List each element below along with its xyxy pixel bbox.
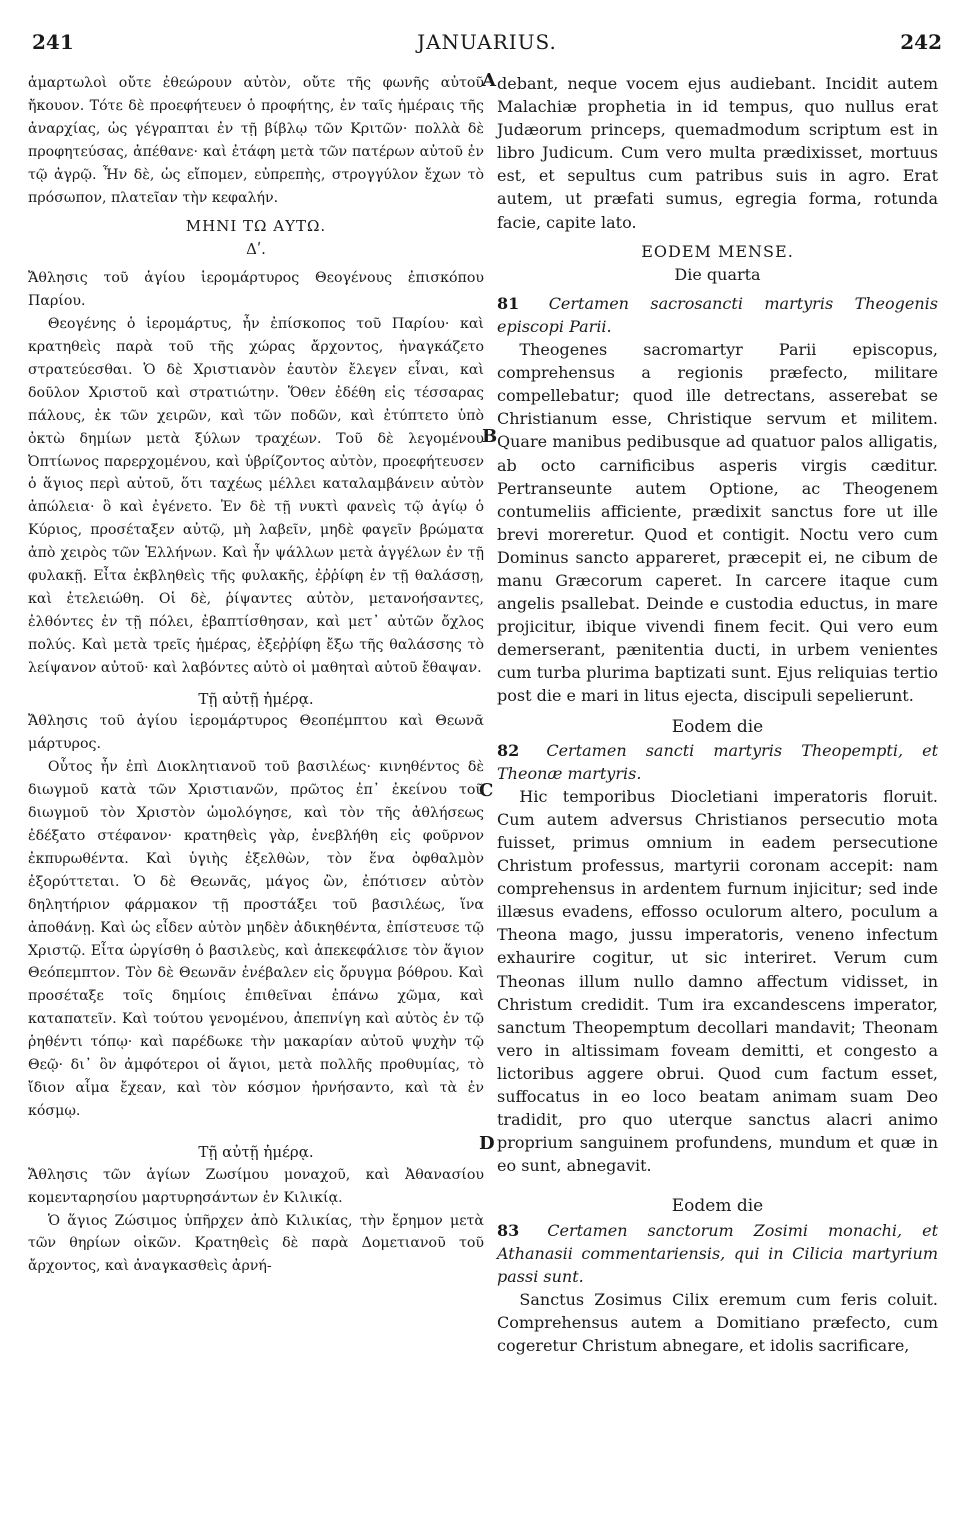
entry-number-81: 81 [497,293,520,313]
margin-letter-a: A [482,70,496,91]
latin-paragraph-malachi: debant, neque vocem ejus audiebant. Incidit autem Malachiæ prophetia in id tempus, quo nullus erat Judæorum princeps, quemadmodum scriptum est in libro Judicum. Cum vero multa prædixisset, mortuus est, et sepultus cum patribus suis in agro. Erat autem, ut præfati sumus, egregia forma, rotunda facie, capite lato. [497,74,938,232]
latin-title-theogenes-text: Certamen sacrosancti martyris Theogenis episcopi Parii. [497,293,938,336]
latin-month-heading: EODEM MENSE. [641,241,794,261]
latin-title-theopemptus-text: Certamen sancti martyris Theopempti, et Theonæ martyris. [497,740,938,783]
greek-month-heading: ΜΗΝΙ ΤΩ ΑΥΤΩ. [185,217,327,236]
greek-title-theogenes: Ἄθλησις τοῦ ἁγίου ἱερομάρτυρος Θεογένους ἐπισκόπου Παρίου. [28,270,484,310]
latin-title-zosimus-text: Certamen sanctorum Zosimi monachi, et Athanasii commentariensis, qui in Cilicia martyrium passi sunt. [497,1220,939,1286]
greek-heading-same-day-2: Τῇ αὐτῇ ἡμέρᾳ. [198,1142,314,1161]
latin-spacer [497,1177,938,1187]
latin-title-theopemptus [497,739,938,785]
latin-title-theogenes [497,292,938,338]
greek-column [28,72,484,1278]
greek-heading-same-day-1: Τῇ αὐτῇ ἡμέρᾳ. [198,689,314,708]
entry-number-83: 83 [497,1220,520,1240]
greek-paragraph-theogenes: Θεογένης ὁ ἱερομάρτυς, ἦν ἐπίσκοπος τοῦ Παρίου· καὶ κρατηθεὶς παρὰ τοῦ τῆς χώρας ἄρχοντος, ἠναγκάζετο στρατεύεσθαι. Ὁ δὲ Χριστιανὸν ἑαυτὸν ἔλεγεν εἶναι, καὶ δοῦλον Χριστοῦ καὶ στρατιώτην. Ὅθεν ἐδέθη εἰς τέσσαρας πάλους, ἐκ τῶν χειρῶν, καὶ τῶν ποδῶν, καὶ ἐτύπτετο ὑπὸ ὀκτὼ δημίων μετὰ ξύλων τραχέων. Τοῦ δὲ λεγομένου Ὀπτίωνος παρερχομένου, καὶ ὑβρίζοντος αὐτὸν, προεφήτευσεν ὁ ἅγιος περὶ αὐτοῦ, ὅτι ταχέως μέλλει καταλαμβάνειν αὐτὸν ἀπώλεια· ὃ καὶ ἐγένετο. Ἐν δὲ τῇ νυκτὶ φανεὶς τῷ ἁγίῳ ὁ Κύριος, προσέταξεν αὐτῷ, μὴ λαβεῖν, μηδὲ φαγεῖν βρώματα ἀπὸ χειρὸς τῶν Ἑλλήνων. Καὶ ἦν ψάλλων μετὰ ἀγγέλων ἐν τῇ φυλακῇ. Εἶτα ἐκβληθεὶς τῆς φυλακῆς, ἐῤῥίφη ἐν τῇ θαλάσσῃ, καὶ ἐτελειώθη. Οἱ δὲ, ῥίψαντες αὐτὸν, μετανοήσαντες, ἐλθόντες ἐν τῇ πόλει, ἐβαπτίσθησαν, καὶ μετ᾽ αὐτῶν ὄχλος πολύς. Καὶ μετὰ τρεῖς ἡμέρας, ἐξεῤῥίφη ἔξω τῆς θαλάσσης τὸ λείψανον αὐτοῦ· καὶ λαβόντες αὐτὸ οἱ μαθηταὶ αὐτοῦ ἔθαψαν. [28,316,484,676]
running-title: JANUARIUS. [417,30,557,54]
latin-column [497,72,938,1357]
latin-paragraph-zosimus: Sanctus Zosimus Cilix eremum cum feris coluit. Comprehensus autem a Domitiano præfecto, cum cogeretur Christum abnegare, et idolis sacrificare, [497,1289,938,1355]
latin-paragraph-theopemptus: Hic temporibus Diocletiani imperatoris floruit. Cum autem adversus Christianos persecutio mota fuisset, primus omnium in eadem persecutione Christum professus, martyrii coronam accepit: nam comprehensus in ardentem furnum injicitur; sed inde illæsus evadens, effosso oculorum altero, poculum a Theona mago, jussu imperatoris, veneno infectum exhaurire cogitur, ut sic interiret. Verum cum Theonas illum nullo damno affectum vidisset, in Christum credidit. Tum ira excandescens imperator, sanctum Theopemptum decollari mandavit; Theonam vero in altissimam foveam demitti, et congesto a lictoribus aggere obrui. Quod cum factum esset, suffocatus in eo loco beatam animam suam Deo tradidit, pro quo uterque sanctus alacri animo proprium sanguinem profundens, mundum et quæ in eo sunt, abnegavit. [497,786,938,1176]
page-number-left: 241 [32,30,74,54]
latin-heading-eodem-die-1: Eodem die [671,716,764,737]
margin-letter-c: C [479,780,494,801]
latin-heading-eodem-die-2: Eodem die [671,1196,764,1217]
latin-title-zosimus [497,1219,938,1288]
greek-title-theopemptus: Ἄθλησις τοῦ ἁγίου ἱερομάρτυρος Θεοπέμπτου καὶ Θεωνᾶ μάρτυρος. [28,713,484,753]
page-header [32,30,942,60]
greek-title-zosimus: Ἄθλησις τῶν ἁγίων Ζωσίμου μοναχοῦ, καὶ Ἀθανασίου κομενταρησίου μαρτυρησάντων ἐν Κιλικίᾳ. [28,1166,484,1206]
latin-day-heading: Die quarta [674,264,761,284]
greek-spacer [28,1123,484,1133]
entry-number-82: 82 [497,740,520,760]
latin-paragraph-theogenes: Theogenes sacromartyr Parii episcopus, comprehensus a regionis præfecto, militare compellebatur; quod ille detrectans, asserebat se Christianum esse, Christique servum et militem. Quare manibus pedibusque ad quatuor palos alligatis, ab octo carnificibus asperis virgis cæditur. Pertranseunte autem Optione, ac Theogenem contumeliis afficiente, prædixit sanctus fore ut ille brevi moreretur. Quod et contigit. Noctu vero cum Dominus sancto appareret, præcepit ei, ne cibum de manu Græcorum caperet. In carcere itaque cum angelis psallebat. Deinde e custodia eductus, in mare projicitur, ibique vivendi finem fecit. Qui vero eum demerserant, pænitentia ducti, in urbem venientes cum turba plurima baptizati sunt. Ejus reliquias tertio post die e mari in litus ejecta, discipuli sepelierunt. [497,340,938,706]
greek-paragraph-zosimus: Ὁ ἅγιος Ζώσιμος ὑπῆρχεν ἀπὸ Κιλικίας, τὴν ἔρημον μετὰ τῶν θηρίων οἰκῶν. Κρατηθεὶς δὲ παρὰ Δομετιανοῦ τοῦ ἄρχοντος, καὶ ἀναγκασθεὶς ἀρνή- [28,1212,484,1275]
margin-letter-d: D [479,1133,495,1154]
page-number-right: 242 [900,30,942,54]
greek-paragraph-theopemptus: Οὗτος ἦν ἐπὶ Διοκλητιανοῦ τοῦ βασιλέως· κινηθέντος δὲ διωγμοῦ κατὰ τῶν Χριστιανῶν, πρῶτος ἐπ᾽ ἐκείνου τοῦ διωγμοῦ τὸν Χριστὸν ὡμολόγησε, καὶ τὸν τῆς ἀθλήσεως ἐδέξατο στέφανον· κρατηθεὶς γὰρ, ἐνεβλήθη εἰς φοῦρνον ἐκπυρωθέντα. Καὶ ὑγιὴς ἐξελθὼν, τὸν ἕνα ὀφθαλμὸν ἐξορύττεται. Ὁ δὲ Θεωνᾶς, μάγος ὢν, ἐπότισεν αὐτὸν δηλητήριον φάρμακον τῇ προστάξει τοῦ βασιλέως, ἵνα ἀποθάνῃ. Καὶ ὡς εἶδεν αὐτὸν μηδὲν ἀδικηθέντα, ἐπίστευσε τῷ Χριστῷ. Εἶτα ὠργίσθη ὁ βασιλεὺς, καὶ ἀπεκεφάλισε τὸν ἅγιον Θεόπεμπτον. Τὸν δὲ Θεωνᾶν ἐνέβαλεν εἰς ὄρυγμα βόθρου. Καὶ προσέταξε τοῖς δημίοις ἐπιθεῖναι ἐπάνω χῶμα, καὶ καταπατεῖν. Καὶ τούτου γενομένου, ἀπεπνίγη καὶ αὐτὸς ἐν τῷ ῥηθέντι τόπῳ· καὶ παρέδωκε τὴν μακαρίαν αὐτοῦ ψυχὴν τῷ Θεῷ· δι᾽ ὃν ἀμφότεροι οἱ ἅγιοι, μετὰ πολλῆς προθυμίας, τὸ ἴδιον αἷμα ἔχεαν, καὶ τὸν κόσμον ἠρνήσαντο, καὶ τὰ ἐν κόσμῳ. [28,759,484,1119]
greek-paragraph-malachi: ἁμαρτωλοὶ οὔτε ἐθεώρουν αὐτὸν, οὔτε τῆς φωνῆς αὐτοῦ ἤκουον. Τότε δὲ προεφήτευεν ὁ προφήτης, ἐν ταῖς ἡμέραις τῆς ἀναρχίας, ὡς γέγραπται ἐν τῇ βίβλῳ τῶν Κριτῶν· πολλὰ δὲ προφητεύσας, ἀπέθανε· καὶ ἐτάφη μετὰ τῶν πατέρων αὐτοῦ ἐν τῷ ἀγρῷ. Ἦν δὲ, ὡς εἴπομεν, εὐπρεπὴς, στρογγύλον ἔχων τὸ πρόσωπον, πλατεῖαν τὴν κεφαλήν. [28,75,484,206]
greek-day-heading: Δʹ. [246,240,266,259]
margin-letter-b: B [482,426,498,447]
